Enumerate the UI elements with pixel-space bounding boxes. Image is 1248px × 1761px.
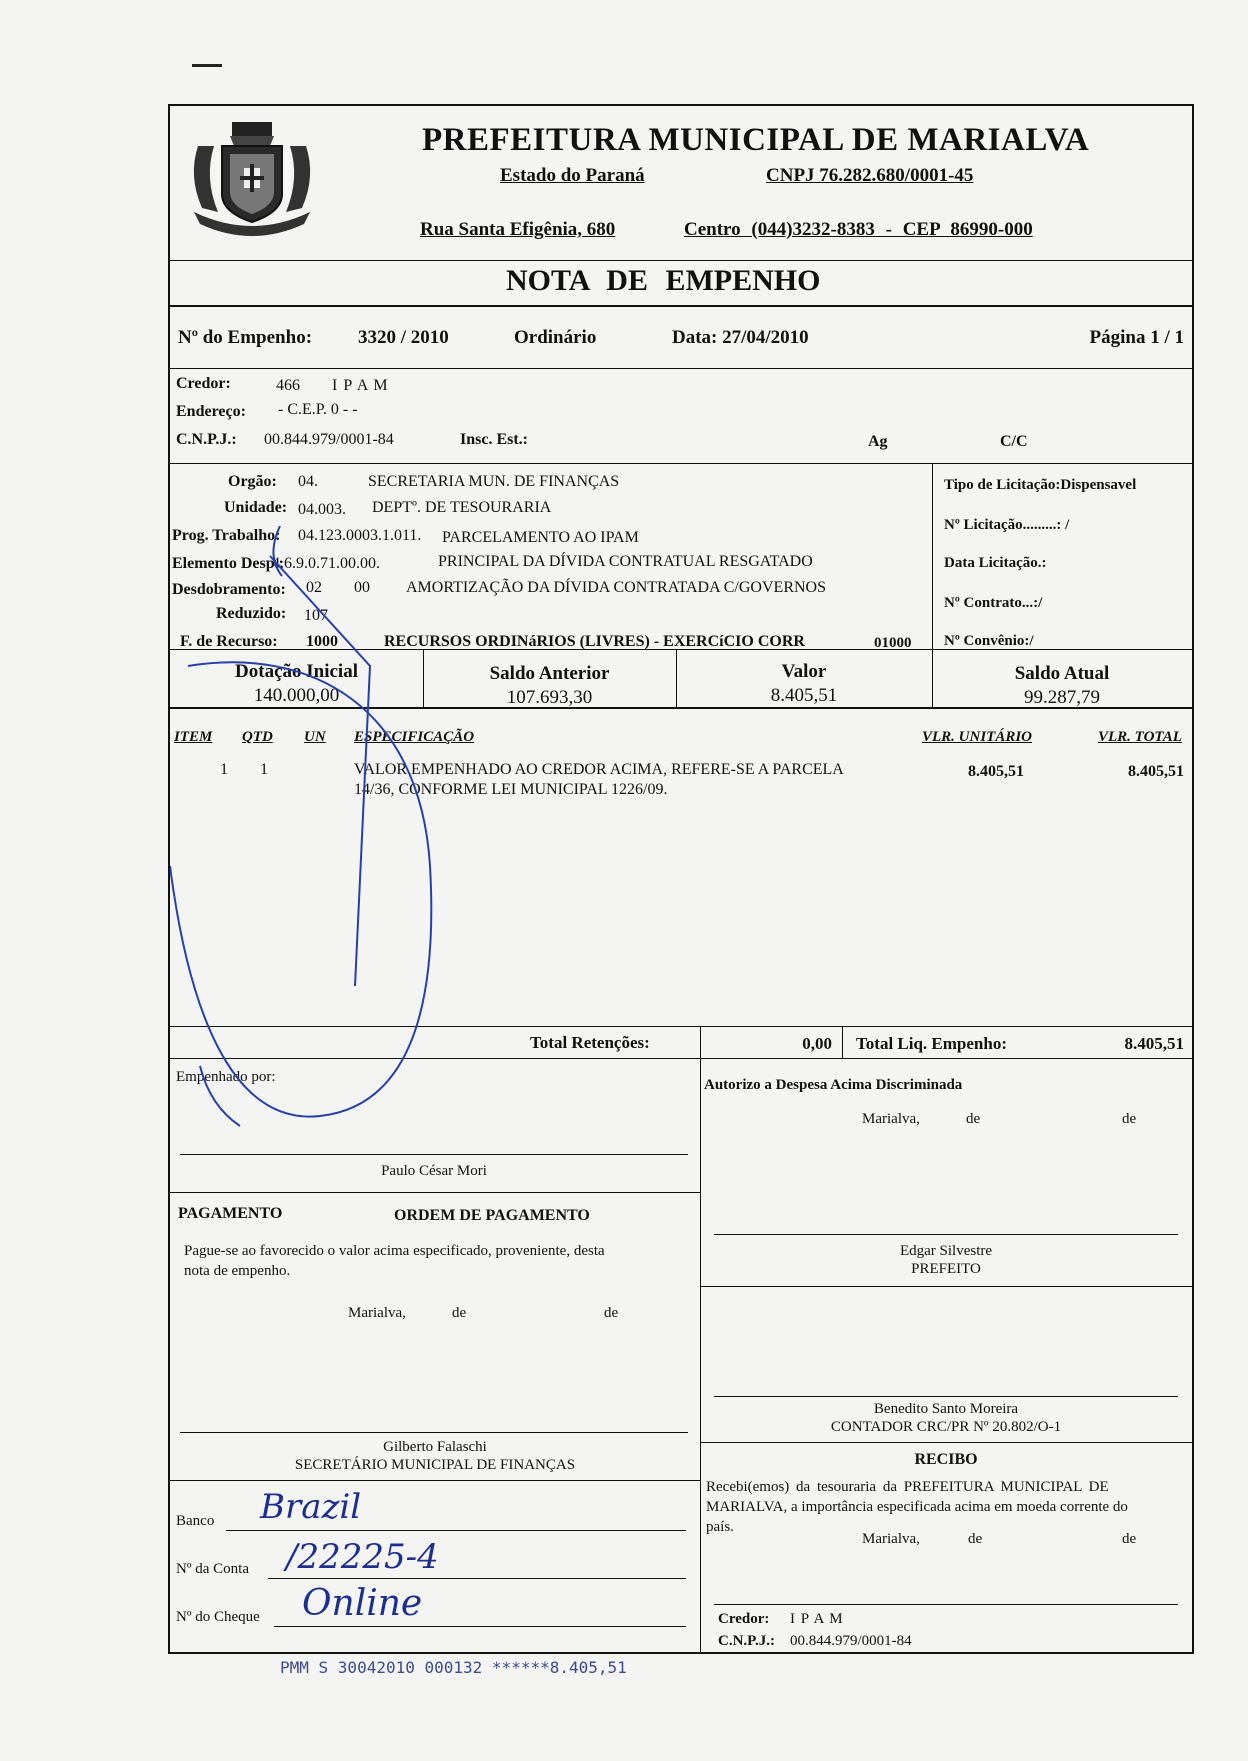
secretario-role: SECRETÁRIO MUNICIPAL DE FINANÇAS bbox=[294, 1457, 576, 1473]
row-desc-line1: VALOR EMPENHADO AO CREDOR ACIMA, REFERE-SE A PARCELA bbox=[354, 761, 844, 778]
endereco-value: - C.E.P. 0 - - bbox=[278, 401, 358, 418]
pagamento-text1: Pague-se ao favorecido o valor acima especificado, proveniente, desta bbox=[184, 1243, 605, 1259]
prefeito-role: PREFEITO bbox=[911, 1261, 981, 1277]
recibo-de2: de bbox=[1122, 1531, 1137, 1547]
cheque-label: Nº do Cheque bbox=[176, 1609, 260, 1625]
orgao-name: SECRETARIA MUN. DE FINANÇAS bbox=[368, 473, 620, 490]
col-vlr-total: VLR. TOTAL bbox=[1098, 729, 1182, 745]
credor-name: I P A M bbox=[332, 377, 389, 394]
cnpj-label: CNPJ 76.282.680/0001-45 bbox=[766, 165, 974, 186]
credor-label: Credor: bbox=[176, 375, 231, 392]
dotacao-value: 140.000,00 bbox=[253, 685, 340, 706]
pagamento-de2: de bbox=[604, 1305, 619, 1321]
cnpj-credor-label: C.N.P.J.: bbox=[176, 431, 237, 448]
empenho-num-value: 3320 / 2010 bbox=[358, 327, 449, 348]
ag-label: Ag bbox=[868, 433, 888, 450]
autorizo-place: Marialva, bbox=[862, 1111, 920, 1127]
row-item: 1 bbox=[220, 761, 228, 778]
pagamento-place: Marialva, bbox=[348, 1305, 406, 1321]
conta-handwriting: /22225-4 bbox=[286, 1537, 439, 1577]
coat-of-arms-icon bbox=[184, 116, 320, 236]
total-retencoes-value: 0,00 bbox=[802, 1034, 832, 1053]
recibo-credor-label: Credor: bbox=[718, 1611, 770, 1627]
recibo-cnpj-label: C.N.P.J.: bbox=[718, 1633, 775, 1649]
secretario-name: Gilberto Falaschi bbox=[383, 1439, 487, 1455]
unidade-name: DEPTº. DE TESOURARIA bbox=[372, 499, 552, 516]
insc-est-label: Insc. Est.: bbox=[460, 431, 529, 448]
row-vlr-total: 8.405,51 bbox=[1128, 763, 1184, 780]
recurso-name: RECURSOS ORDINáRIOS (LIVRES) - EXERCíCIO CORR bbox=[384, 633, 805, 650]
empenho-date: Data: 27/04/2010 bbox=[672, 327, 809, 348]
scan-mark bbox=[192, 64, 222, 67]
orgao-code: 04. bbox=[298, 473, 318, 490]
desd-code: 02 bbox=[306, 579, 322, 596]
recibo-text3: país. bbox=[706, 1519, 734, 1535]
prog-name: PARCELAMENTO AO IPAM bbox=[442, 529, 639, 546]
empenho-type: Ordinário bbox=[514, 327, 597, 348]
tipo-licitacao: Tipo de Licitação:Dispensavel bbox=[944, 477, 1137, 493]
contador-name: Benedito Santo Moreira bbox=[873, 1401, 1019, 1417]
desd-label: Desdobramento: bbox=[172, 581, 286, 598]
reduzido-label: Reduzido: bbox=[216, 605, 287, 622]
data-licitacao: Data Licitação.: bbox=[944, 555, 1047, 571]
state-label: Estado do Paraná bbox=[500, 165, 645, 186]
desd-name: AMORTIZAÇÃO DA DÍVIDA CONTRATADA C/GOVERNOS bbox=[406, 579, 826, 596]
autorizo-de1: de bbox=[966, 1111, 981, 1127]
prog-label: Prog. Trabalho: bbox=[172, 527, 281, 544]
orgao-label: Orgão: bbox=[228, 473, 277, 490]
col-un: UN bbox=[304, 729, 326, 745]
ordem-pagamento-title: ORDEM DE PAGAMENTO bbox=[394, 1207, 590, 1224]
conta-label: Nº da Conta bbox=[176, 1561, 249, 1577]
saldo-atual-label: Saldo Atual bbox=[1014, 663, 1110, 684]
nota-empenho-form bbox=[168, 104, 1194, 1654]
payment-stamp: PMM S 30042010 000132 ******8.405,51 bbox=[280, 1658, 627, 1677]
page-number: Página 1 / 1 bbox=[1089, 327, 1184, 348]
prefeitura-title: PREFEITURA MUNICIPAL DE MARIALVA bbox=[422, 122, 1090, 158]
col-vlr-unitario: VLR. UNITÁRIO bbox=[922, 729, 1033, 745]
autorizo-label: Autorizo a Despesa Acima Discriminada bbox=[704, 1077, 963, 1093]
saldo-anterior-label: Saldo Anterior bbox=[489, 663, 610, 684]
empenhado-por-name: Paulo César Mori bbox=[381, 1163, 487, 1179]
banco-label: Banco bbox=[176, 1513, 215, 1529]
recibo-text1: Recebi(emos) da tesouraria da PREFEITURA MUNICIPAL DE bbox=[706, 1479, 1109, 1495]
recibo-place: Marialva, bbox=[862, 1531, 920, 1547]
valor-label: Valor bbox=[781, 661, 827, 682]
empenhado-por-label: Empenhado por: bbox=[176, 1069, 276, 1085]
endereco-label: Endereço: bbox=[176, 403, 246, 420]
elem-label: Elemento Desp.: bbox=[172, 555, 284, 572]
recurso-num: 01000 bbox=[874, 635, 912, 651]
row-qtd: 1 bbox=[260, 761, 268, 778]
saldo-anterior-value: 107.693,30 bbox=[506, 687, 593, 708]
street-label: Rua Santa Efigênia, 680 bbox=[420, 219, 616, 240]
cc-label: C/C bbox=[1000, 433, 1028, 450]
col-especificacao: ESPECIFICAÇÃO bbox=[354, 729, 475, 745]
prefeito-name: Edgar Silvestre bbox=[899, 1243, 993, 1259]
total-liq-label: Total Liq. Empenho: bbox=[856, 1034, 1007, 1053]
unidade-code: 04.003. bbox=[298, 501, 346, 518]
credor-code: 466 bbox=[276, 377, 300, 394]
recibo-de1: de bbox=[968, 1531, 983, 1547]
prog-code: 04.123.0003.1.011. bbox=[298, 527, 422, 544]
recibo-title: RECIBO bbox=[914, 1451, 978, 1468]
saldo-atual-value: 99.287,79 bbox=[1024, 687, 1100, 708]
pagamento-text2: nota de empenho. bbox=[184, 1263, 291, 1279]
num-convenio: Nº Convênio:/ bbox=[944, 633, 1034, 649]
doc-title: NOTA DE EMPENHO bbox=[506, 264, 821, 297]
recibo-credor-value: I P A M bbox=[790, 1611, 844, 1627]
row-vlr-unitario: 8.405,51 bbox=[968, 763, 1024, 780]
reduzido-value: 107 bbox=[304, 607, 328, 624]
recurso-code: 1000 bbox=[306, 633, 338, 650]
empenho-num-label: Nº do Empenho: bbox=[178, 327, 313, 348]
district-label: Centro (044)3232-8383 - CEP 86990-000 bbox=[684, 219, 1033, 240]
num-licitacao: Nº Licitação.........: / bbox=[944, 517, 1070, 533]
desd-sub: 00 bbox=[354, 579, 370, 596]
num-contrato: Nº Contrato...:/ bbox=[944, 595, 1043, 611]
total-retencoes-label: Total Retenções: bbox=[530, 1033, 650, 1052]
row-desc-line2: 14/36, CONFORME LEI MUNICIPAL 1226/09. bbox=[354, 781, 668, 798]
total-liq-value: 8.405,51 bbox=[1124, 1034, 1184, 1053]
recibo-text2: MARIALVA, a importância especificada acima em moeda corrente do bbox=[706, 1499, 1128, 1515]
recurso-label: F. de Recurso: bbox=[180, 633, 278, 650]
elem-name: PRINCIPAL DA DÍVIDA CONTRATUAL RESGATADO bbox=[438, 553, 813, 570]
unidade-label: Unidade: bbox=[224, 499, 288, 516]
contador-role: CONTADOR CRC/PR Nº 20.802/O-1 bbox=[830, 1419, 1062, 1435]
pagamento-title: PAGAMENTO bbox=[178, 1205, 283, 1222]
cheque-handwriting: Online bbox=[302, 1583, 423, 1624]
col-item: ITEM bbox=[174, 729, 213, 745]
pagamento-de1: de bbox=[452, 1305, 467, 1321]
valor-value: 8.405,51 bbox=[770, 685, 838, 706]
dotacao-label: Dotação Inicial bbox=[235, 661, 358, 682]
autorizo-de2: de bbox=[1122, 1111, 1137, 1127]
recibo-cnpj-value: 00.844.979/0001-84 bbox=[790, 1633, 912, 1649]
banco-handwriting: Brazil bbox=[260, 1487, 362, 1527]
col-qtd: QTD bbox=[242, 729, 273, 745]
cnpj-credor-value: 00.844.979/0001-84 bbox=[264, 431, 394, 448]
elem-code: 4.6.9.0.71.00.00. bbox=[272, 555, 380, 572]
